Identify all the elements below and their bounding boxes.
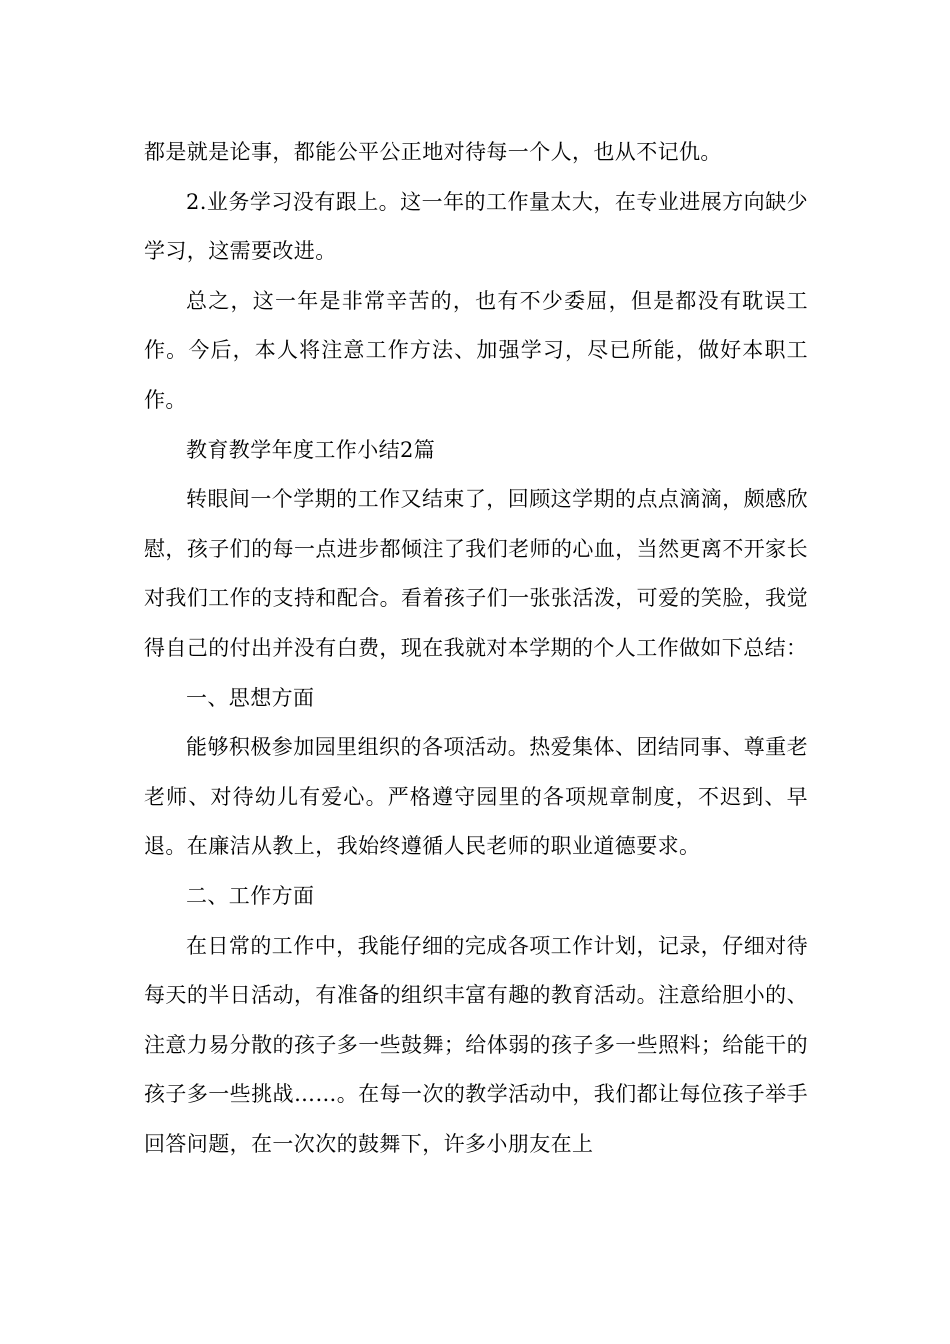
paragraph-3: 总之，这一年是非常辛苦的，也有不少委屈，但是都没有耽误工作。今后，本人将注意工作方法、加强学习，尽已所能，做好本职工作。 — [144, 288, 808, 412]
document-body — [144, 128, 808, 1169]
paragraph-2: 2.业务学习没有跟上。这一年的工作量太大，在专业进展方向缺少学习，这需要改进。 — [144, 189, 808, 264]
heading-thought: 一、思想方面 — [186, 685, 315, 710]
paragraph-1: 都是就是论事，都能公平公正地对待每一个人，也从不记仇。 — [144, 140, 722, 164]
heading-work: 二、工作方面 — [186, 883, 315, 908]
paragraph-thought: 能够积极参加园里组织的各项活动。热爱集体、团结同事、尊重老老师、对待幼儿有爱心。严格遵守园里的各项规章制度，不迟到、早退。在廉洁从教上，我始终遵循人民老师的职业道德要求。 — [144, 735, 808, 859]
paragraph-intro: 转眼间一个学期的工作又结束了，回顾这学期的点点滴滴，颇感欣慰，孩子们的每一点进步都倾注了我们老师的心血，当然更离不开家长对我们工作的支持和配合。看着孩子们一张张活泼，可爱的笑脸，我觉得自己的付出并没有白费，现在我就对本学期的个人工作做如下总结： — [144, 487, 808, 660]
paragraph-work: 在日常的工作中，我能仔细的完成各项工作计划，记录，仔细对待每天的半日活动，有准备的组织丰富有趣的教育活动。注意给胆小的、注意力易分散的孩子多一些鼓舞；给体弱的孩子多一些照料；给能干的孩子多一些挑战……。在每一次的教学活动中，我们都让每位孩子举手回答问题，在一次次的鼓舞下，许多小朋友在上 — [144, 933, 808, 1156]
section-title: 教育教学年度工作小结2篇 — [186, 437, 436, 462]
